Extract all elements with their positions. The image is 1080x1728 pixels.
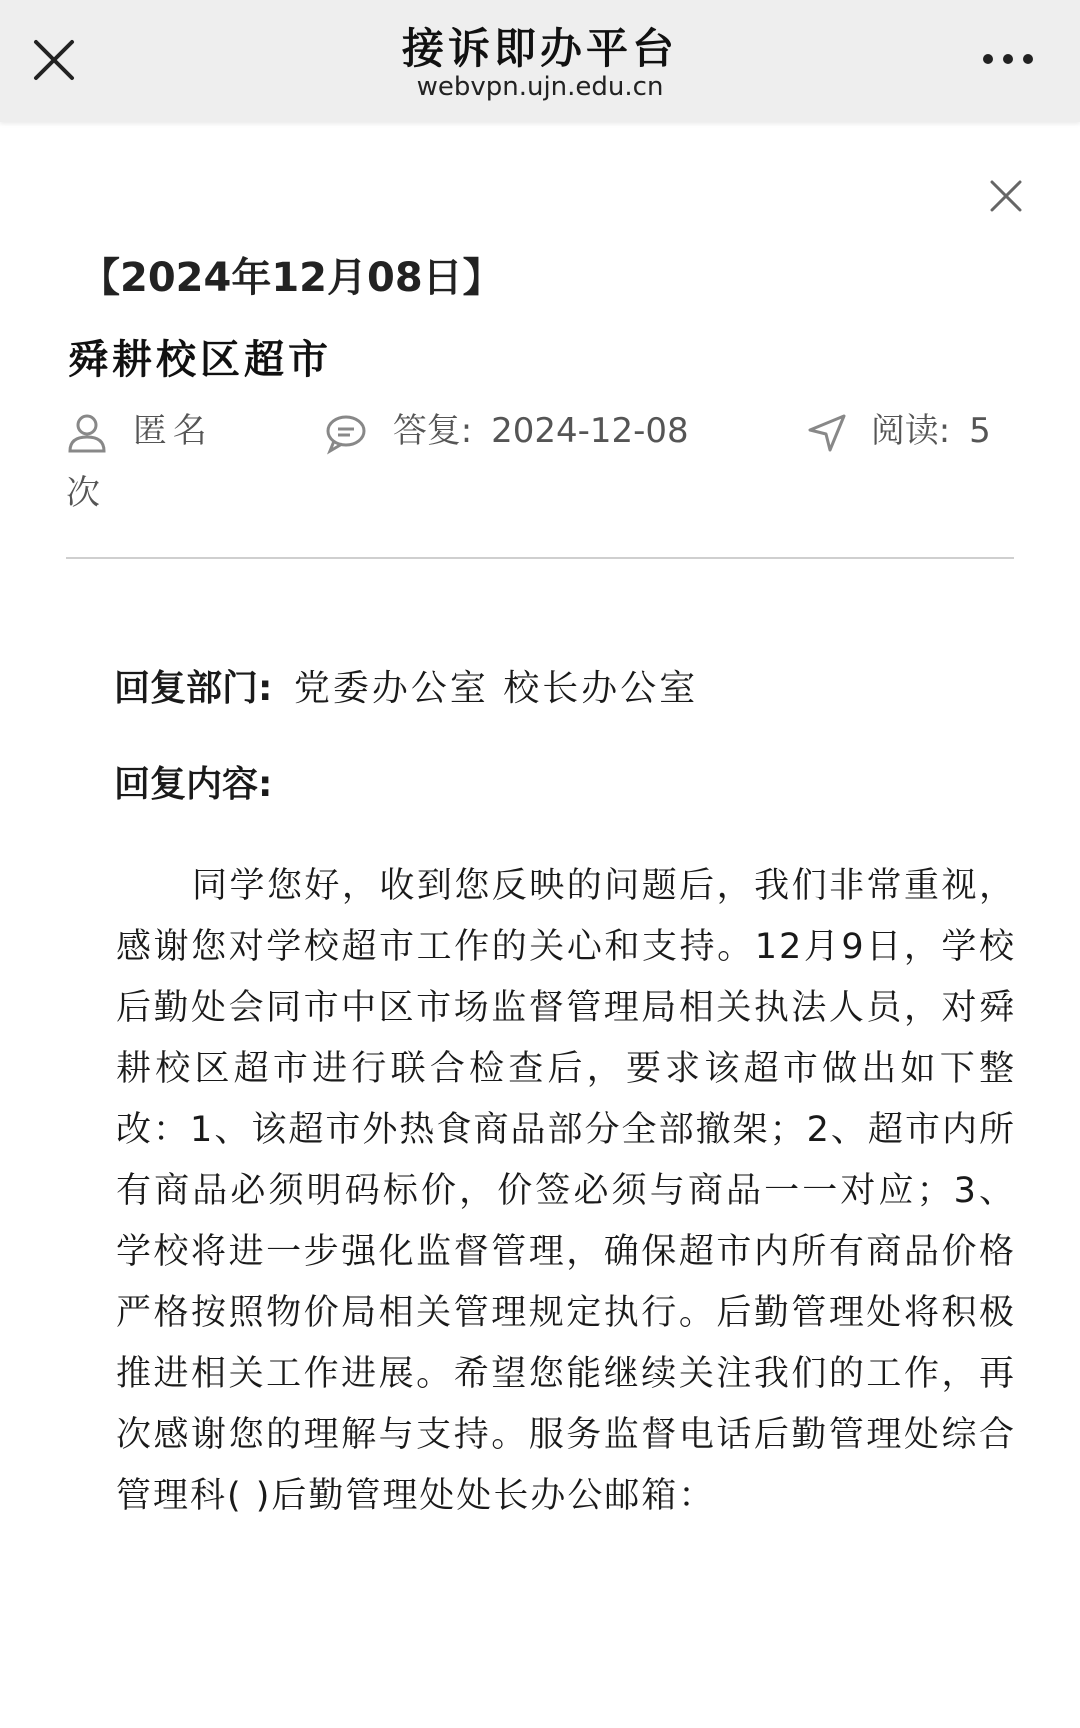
- reply-meta: [324, 406, 689, 456]
- author-name: 匿名: [132, 411, 213, 451]
- reply-content: 同学您好，收到您反映的问题后，我们非常重视，感谢您对学校超市工作的关心和支持。12月9日，学校后勤处会同市中区市场监督管理局相关执法人员，对舜耕校区超市进行联合检查后，要求该超市做出如下整改：1、该超市外热食商品部分全部撤架；2、超市内所有商品必须明码标价，价签必须与商品一一对应；3、学校将进一步强化监督管理，确保超市内所有商品价格严格按照物价局相关管理规定执行。后勤管理处将积极推进相关工作进展。希望您能继续关注我们的工作，再次感谢您的理解与支持。服务监督电话后勤管理处综合管理科( )后勤管理处处长办公邮箱：: [116, 866, 1016, 1516]
- page-title-bar: 接诉即办平台: [401, 24, 678, 73]
- content-label: 回复内容:: [114, 764, 273, 805]
- read-label: 阅读:: [870, 411, 951, 451]
- read-unit: 次: [66, 473, 100, 513]
- more-icon[interactable]: [980, 44, 1036, 74]
- dept-value: 党委办公室 校长办公室: [293, 668, 699, 709]
- read-count: 5: [969, 411, 991, 451]
- author-meta: [66, 406, 213, 456]
- reply-label: 答复:: [392, 411, 473, 451]
- chat-icon: [324, 411, 379, 451]
- post-meta: [66, 406, 1006, 516]
- read-meta: [806, 406, 991, 456]
- dept-label: 回复部门:: [114, 668, 273, 709]
- navigation-arrow-icon: [806, 411, 859, 451]
- reply-date: 2024-12-08: [491, 411, 689, 451]
- close-detail-icon[interactable]: [986, 176, 1026, 216]
- post-title: 舜耕校区超市: [68, 337, 332, 383]
- reply-department: [114, 660, 698, 711]
- url-text: webvpn.ujn.edu.cn: [416, 72, 664, 102]
- user-icon: [66, 411, 119, 451]
- browser-header: [0, 0, 1080, 122]
- divider: [66, 557, 1014, 559]
- post-date: 【2024年12月08日】: [80, 255, 503, 301]
